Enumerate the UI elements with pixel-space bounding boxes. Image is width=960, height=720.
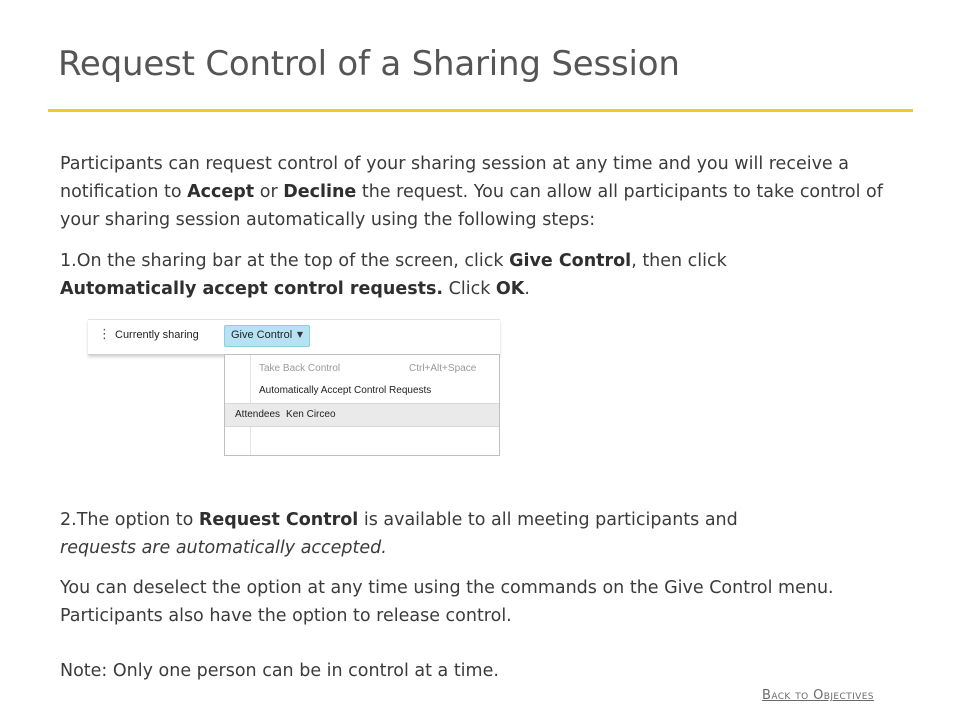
give-control-menu <box>224 354 500 456</box>
menu-attendees-row <box>225 403 499 427</box>
give-control-label: Give Control <box>231 329 293 341</box>
note-text: Note: Only one person can be in control at a time. <box>60 661 499 681</box>
take-back-control-label: Take Back Control <box>259 363 341 374</box>
attendee-name: Ken Circeo <box>286 409 336 420</box>
step-2-paragraph <box>60 506 920 562</box>
give-control-term: Give Control <box>509 251 632 271</box>
step1-text-2: , then click <box>631 251 727 271</box>
ok-term: OK <box>495 279 525 299</box>
request-control-term: Request Control <box>198 510 359 530</box>
auto-accept-term: Automatically accept control requests. <box>60 279 444 299</box>
step-1-paragraph <box>60 247 920 303</box>
decline-term: Decline <box>283 182 357 202</box>
back-to-objectives-link[interactable]: Back to Objectives <box>762 688 874 703</box>
intro-text-1: Participants can request control of your sharing session at any time and you will receive a notification to <box>60 154 849 202</box>
attendees-label: Attendees <box>235 409 281 420</box>
accept-term: Accept <box>187 182 255 202</box>
intro-text-2: or <box>254 182 284 202</box>
step2-text-1: 2.The option to <box>60 510 199 530</box>
page-title: Request Control of a Sharing Session <box>58 44 680 84</box>
take-back-shortcut: Ctrl+Alt+Space <box>409 363 477 374</box>
give-control-button[interactable] <box>224 325 310 347</box>
intro-text-3: the request. You can allow all participants to take control of your sharing session automatically using the following steps: <box>60 182 883 230</box>
deselect-line-1: You can deselect the option at any time using the commands on the Give Control menu. <box>60 578 834 598</box>
drag-handle-icon[interactable]: ⋮ <box>98 327 111 342</box>
deselect-line-2: Participants also have the option to release control. <box>60 606 512 626</box>
deselect-paragraph <box>60 574 920 630</box>
menu-item-auto-accept[interactable]: Automatically Accept Control Requests <box>259 385 432 396</box>
intro-paragraph <box>60 150 920 234</box>
sharing-bar <box>88 319 500 355</box>
auto-accepted-text: requests are automatically accepted. <box>60 538 387 558</box>
menu-item-take-back-control[interactable] <box>259 363 477 374</box>
currently-sharing-label: Currently sharing <box>115 329 199 341</box>
sharing-bar-screenshot <box>88 319 500 456</box>
step1-text-4: . <box>524 279 530 299</box>
step2-text-2: is available to all meeting participants and <box>358 510 738 530</box>
chevron-down-icon: ▼ <box>296 330 303 339</box>
attendees-entry[interactable] <box>235 409 336 420</box>
title-underline-divider <box>48 109 913 112</box>
step1-text-1: 1.On the sharing bar at the top of the screen, click <box>60 251 510 271</box>
step1-text-3: Click <box>443 279 496 299</box>
